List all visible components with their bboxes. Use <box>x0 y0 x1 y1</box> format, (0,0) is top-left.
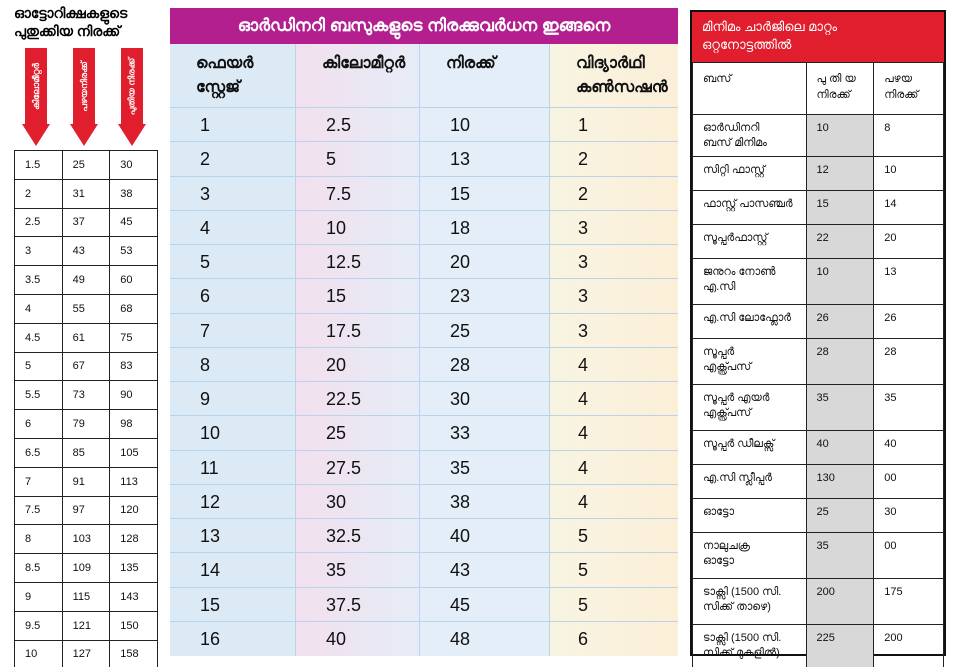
fare-stage-cell: 2 <box>170 142 295 176</box>
auto-cell-new: 75 <box>110 323 158 352</box>
old-rate-cell: 00 <box>874 533 944 579</box>
student-concession-cell: 4 <box>550 416 678 450</box>
kilometer-cell: 27.5 <box>296 451 419 485</box>
kilometer-cell: 37.5 <box>296 588 419 622</box>
old-rate-cell: 35 <box>874 385 944 431</box>
auto-cell-new: 150 <box>110 611 158 640</box>
new-rate-cell: 26 <box>806 305 874 339</box>
auto-cell-km: 2 <box>15 179 63 208</box>
auto-cell-new: 98 <box>110 410 158 439</box>
old-rate-cell: 200 <box>874 625 944 667</box>
table-row <box>15 381 158 410</box>
vehicle-name-cell: എ.സി ലോഫ്ലോർ <box>693 305 807 339</box>
auto-cell-km: 7 <box>15 467 63 496</box>
table-row <box>693 225 944 259</box>
header-bus: ബസ് <box>693 63 807 115</box>
new-rate-cell: 130 <box>806 465 874 499</box>
auto-cell-new: 30 <box>110 151 158 180</box>
auto-cell-old: 61 <box>62 323 110 352</box>
old-rate-cell: 28 <box>874 339 944 385</box>
vehicle-name-cell: നാലുചക്ര ഓട്ടോ <box>693 533 807 579</box>
column-header-student-concession: വിദ്യാർഥി കൺസഷൻ <box>550 44 678 108</box>
auto-cell-km: 6 <box>15 410 63 439</box>
new-rate-cell: 10 <box>806 115 874 157</box>
auto-cell-old: 43 <box>62 237 110 266</box>
fare-cell: 13 <box>420 142 549 176</box>
bus-fare-title: ഓർഡിനറി ബസുകളുടെ നിരക്കുവർധന ഇങ്ങനെ <box>170 8 678 44</box>
kilometer-cell: 17.5 <box>296 314 419 348</box>
table-row <box>693 191 944 225</box>
auto-cell-old: 115 <box>62 582 110 611</box>
new-rate-cell: 28 <box>806 339 874 385</box>
kilometer-cell: 12.5 <box>296 245 419 279</box>
auto-cell-old: 91 <box>62 467 110 496</box>
table-row <box>15 151 158 180</box>
old-rate-cell: 40 <box>874 431 944 465</box>
old-rate-cell: 175 <box>874 579 944 625</box>
table-row <box>15 467 158 496</box>
fare-cell: 45 <box>420 588 549 622</box>
fare-cell: 30 <box>420 382 549 416</box>
auto-cell-km: 7.5 <box>15 496 63 525</box>
auto-cell-new: 120 <box>110 496 158 525</box>
student-concession-cell: 5 <box>550 588 678 622</box>
fare-stage-cell: 6 <box>170 279 295 313</box>
auto-cell-old: 73 <box>62 381 110 410</box>
header-old-rate: പഴയ നിരക്ക് <box>874 63 944 115</box>
student-concession-cell: 4 <box>550 485 678 519</box>
fare-stage-cell: 9 <box>170 382 295 416</box>
header-kilometer-label: കിലോമീറ്റർ <box>30 62 41 110</box>
auto-cell-new: 90 <box>110 381 158 410</box>
student-concession-cell: 5 <box>550 519 678 553</box>
header-new-fare <box>118 48 146 150</box>
auto-cell-old: 55 <box>62 294 110 323</box>
new-rate-cell: 25 <box>806 499 874 533</box>
auto-cell-old: 67 <box>62 352 110 381</box>
table-row <box>15 410 158 439</box>
student-concession-cell: 2 <box>550 142 678 176</box>
fare-stage-cell: 4 <box>170 211 295 245</box>
old-rate-cell: 20 <box>874 225 944 259</box>
auto-cell-new: 60 <box>110 266 158 295</box>
auto-cell-km: 8 <box>15 525 63 554</box>
fare-stage-cell: 7 <box>170 314 295 348</box>
auto-fare-headers <box>18 48 158 150</box>
student-concession-cell: 3 <box>550 314 678 348</box>
header-kilometer <box>22 48 50 150</box>
vehicle-name-cell: എ.സി സ്ലീപ്പർ <box>693 465 807 499</box>
auto-cell-new: 135 <box>110 554 158 583</box>
kilometer-cell: 30 <box>296 485 419 519</box>
kilometer-cell: 22.5 <box>296 382 419 416</box>
auto-cell-old: 97 <box>62 496 110 525</box>
header-new-fare-label: പുതിയ നിരക്ക് <box>126 57 137 115</box>
vehicle-name-cell: സൂപ്പർ എയർ എക്സ്പ്രസ് <box>693 385 807 431</box>
auto-cell-new: 105 <box>110 438 158 467</box>
fare-stage-cell: 8 <box>170 348 295 382</box>
column-kilometer <box>296 44 420 656</box>
fare-cell: 40 <box>420 519 549 553</box>
new-rate-cell: 22 <box>806 225 874 259</box>
down-arrow-icon <box>22 124 50 146</box>
table-row <box>15 438 158 467</box>
kilometer-cell: 40 <box>326 628 347 649</box>
auto-cell-old: 127 <box>62 640 110 667</box>
table-row <box>15 237 158 266</box>
auto-cell-old: 109 <box>62 554 110 583</box>
table-row <box>15 294 158 323</box>
kilometer-cell: 35 <box>296 553 419 587</box>
auto-cell-old: 37 <box>62 208 110 237</box>
auto-cell-km: 1.5 <box>15 151 63 180</box>
table-row <box>693 625 944 667</box>
student-concession-cell: 5 <box>550 553 678 587</box>
auto-cell-old: 49 <box>62 266 110 295</box>
auto-cell-new: 83 <box>110 352 158 381</box>
column-student-concession <box>550 44 678 656</box>
minimum-charge-header-row <box>693 63 944 115</box>
new-rate-cell: 35 <box>806 533 874 579</box>
fare-cell: 18 <box>420 211 549 245</box>
old-rate-cell: 10 <box>874 157 944 191</box>
table-row <box>693 499 944 533</box>
auto-cell-km: 9.5 <box>15 611 63 640</box>
table-row <box>693 305 944 339</box>
table-row <box>693 579 944 625</box>
bus-fare-table <box>170 44 678 656</box>
auto-cell-new: 113 <box>110 467 158 496</box>
new-rate-cell: 12 <box>806 157 874 191</box>
down-arrow-icon <box>118 124 146 146</box>
table-row <box>15 611 158 640</box>
kilometer-cell: 15 <box>296 279 419 313</box>
auto-cell-km: 2.5 <box>15 208 63 237</box>
fare-stage-cell: 13 <box>170 519 295 553</box>
vehicle-name-cell: സിറ്റി ഫാസ്റ്റ് <box>693 157 807 191</box>
old-rate-cell: 30 <box>874 499 944 533</box>
fare-stage-cell: 3 <box>170 177 295 211</box>
table-row <box>693 385 944 431</box>
table-row <box>15 582 158 611</box>
fare-stage-cell: 14 <box>170 553 295 587</box>
table-row <box>15 640 158 667</box>
student-concession-cell: 6 <box>578 628 589 649</box>
auto-cell-km: 6.5 <box>15 438 63 467</box>
auto-cell-km: 3.5 <box>15 266 63 295</box>
kilometer-cell: 7.5 <box>296 177 419 211</box>
auto-cell-new: 143 <box>110 582 158 611</box>
auto-cell-km: 4.5 <box>15 323 63 352</box>
kilometer-cell: 20 <box>296 348 419 382</box>
auto-cell-km: 3 <box>15 237 63 266</box>
auto-fare-section <box>14 4 158 664</box>
table-row <box>15 266 158 295</box>
kilometer-cell: 2.5 <box>296 108 419 142</box>
old-rate-cell: 14 <box>874 191 944 225</box>
fare-cell: 25 <box>420 314 549 348</box>
new-rate-cell: 15 <box>806 191 874 225</box>
auto-cell-old: 103 <box>62 525 110 554</box>
table-row <box>693 115 944 157</box>
header-new-rate: പു തി യ നിരക്ക് <box>806 63 874 115</box>
auto-cell-km: 8.5 <box>15 554 63 583</box>
auto-cell-old: 31 <box>62 179 110 208</box>
fare-cell: 20 <box>420 245 549 279</box>
auto-cell-km: 5.5 <box>15 381 63 410</box>
table-row <box>693 157 944 191</box>
kilometer-cell: 32.5 <box>296 519 419 553</box>
student-concession-cell: 4 <box>550 382 678 416</box>
auto-cell-new: 128 <box>110 525 158 554</box>
fare-cell: 38 <box>420 485 549 519</box>
fare-stage-cell: 1 <box>170 108 295 142</box>
column-fare-stage <box>170 44 296 656</box>
column-header-fare-stage: ഫെയർ സ്റ്റേജ് <box>170 44 295 108</box>
auto-cell-km: 10 <box>15 640 63 667</box>
new-rate-cell: 35 <box>806 385 874 431</box>
vehicle-name-cell: ജനുറം നോൺ എ.സി <box>693 259 807 305</box>
student-concession-cell: 4 <box>550 451 678 485</box>
new-rate-cell: 10 <box>806 259 874 305</box>
old-rate-cell: 8 <box>874 115 944 157</box>
header-old-fare-label: പഴയനിരക്ക് <box>78 60 89 112</box>
fare-cell: 15 <box>420 177 549 211</box>
vehicle-name-cell: ഫാസ്റ്റ് പാസഞ്ചർ <box>693 191 807 225</box>
minimum-charge-table <box>692 62 944 667</box>
table-row <box>693 339 944 385</box>
header-old-fare <box>70 48 98 150</box>
student-concession-cell: 2 <box>550 177 678 211</box>
auto-cell-old: 79 <box>62 410 110 439</box>
fare-cell: 28 <box>420 348 549 382</box>
down-arrow-icon <box>70 124 98 146</box>
table-row <box>15 179 158 208</box>
old-rate-cell: 26 <box>874 305 944 339</box>
fare-stage-cell: 11 <box>170 451 295 485</box>
kilometer-cell: 25 <box>296 416 419 450</box>
table-row <box>693 431 944 465</box>
table-row <box>15 525 158 554</box>
auto-cell-new: 53 <box>110 237 158 266</box>
minimum-charge-section <box>690 10 946 659</box>
table-row <box>15 496 158 525</box>
fare-stage-cell: 12 <box>170 485 295 519</box>
auto-cell-new: 38 <box>110 179 158 208</box>
old-rate-cell: 13 <box>874 259 944 305</box>
vehicle-name-cell: സൂപ്പർ എക്സ്പ്രസ് <box>693 339 807 385</box>
table-row <box>15 208 158 237</box>
column-fare <box>420 44 550 656</box>
table-row <box>15 323 158 352</box>
fare-cell: 33 <box>420 416 549 450</box>
minimum-charge-title: മിനിമം ചാർജിലെ മാറ്റം ഒറ്റനോട്ടത്തിൽ <box>692 12 944 62</box>
student-concession-cell: 3 <box>550 279 678 313</box>
vehicle-name-cell: ടാക്സി (1500 സി. സിക്ക് മുകളിൽ) <box>693 625 807 667</box>
table-row <box>693 465 944 499</box>
auto-cell-km: 9 <box>15 582 63 611</box>
vehicle-name-cell: സൂപ്പർ ഡീലക്സ് <box>693 431 807 465</box>
new-rate-cell: 225 <box>806 625 874 667</box>
fare-cell: 23 <box>420 279 549 313</box>
fare-cell: 35 <box>420 451 549 485</box>
fare-cell: 10 <box>420 108 549 142</box>
auto-fare-table <box>14 150 158 667</box>
table-row <box>15 352 158 381</box>
auto-cell-new: 158 <box>110 640 158 667</box>
table-row <box>693 259 944 305</box>
vehicle-name-cell: ഓർഡിനറി ബസ് മിനിമം <box>693 115 807 157</box>
fare-stage-cell: 16 <box>200 628 221 649</box>
fare-stage-cell: 10 <box>170 416 295 450</box>
student-concession-cell: 3 <box>550 211 678 245</box>
student-concession-cell: 3 <box>550 245 678 279</box>
fare-cell: 48 <box>450 628 471 649</box>
fare-cell: 43 <box>420 553 549 587</box>
vehicle-name-cell: ടാക്സി (1500 സി. സിക്ക് താഴെ) <box>693 579 807 625</box>
auto-cell-old: 85 <box>62 438 110 467</box>
auto-cell-old: 25 <box>62 151 110 180</box>
kilometer-cell: 5 <box>296 142 419 176</box>
new-rate-cell: 40 <box>806 431 874 465</box>
table-row <box>15 554 158 583</box>
table-row <box>693 533 944 579</box>
fare-stage-cell: 15 <box>170 588 295 622</box>
student-concession-cell: 1 <box>550 108 678 142</box>
ordinary-bus-fare-section <box>170 8 678 656</box>
auto-cell-new: 68 <box>110 294 158 323</box>
auto-cell-old: 121 <box>62 611 110 640</box>
vehicle-name-cell: ഓട്ടോ <box>693 499 807 533</box>
vehicle-name-cell: സൂപ്പർഫാസ്റ്റ് <box>693 225 807 259</box>
new-rate-cell: 200 <box>806 579 874 625</box>
column-header-kilometer: കിലോമീറ്റർ <box>296 44 419 108</box>
auto-cell-km: 5 <box>15 352 63 381</box>
kilometer-cell: 10 <box>296 211 419 245</box>
student-concession-cell: 4 <box>550 348 678 382</box>
old-rate-cell: 00 <box>874 465 944 499</box>
auto-cell-km: 4 <box>15 294 63 323</box>
auto-fare-title: ഓട്ടോറിക്ഷകളുടെ പുതുക്കിയ നിരക്ക് <box>14 5 128 39</box>
column-header-fare: നിരക്ക് <box>420 44 549 108</box>
auto-cell-new: 45 <box>110 208 158 237</box>
fare-stage-cell: 5 <box>170 245 295 279</box>
